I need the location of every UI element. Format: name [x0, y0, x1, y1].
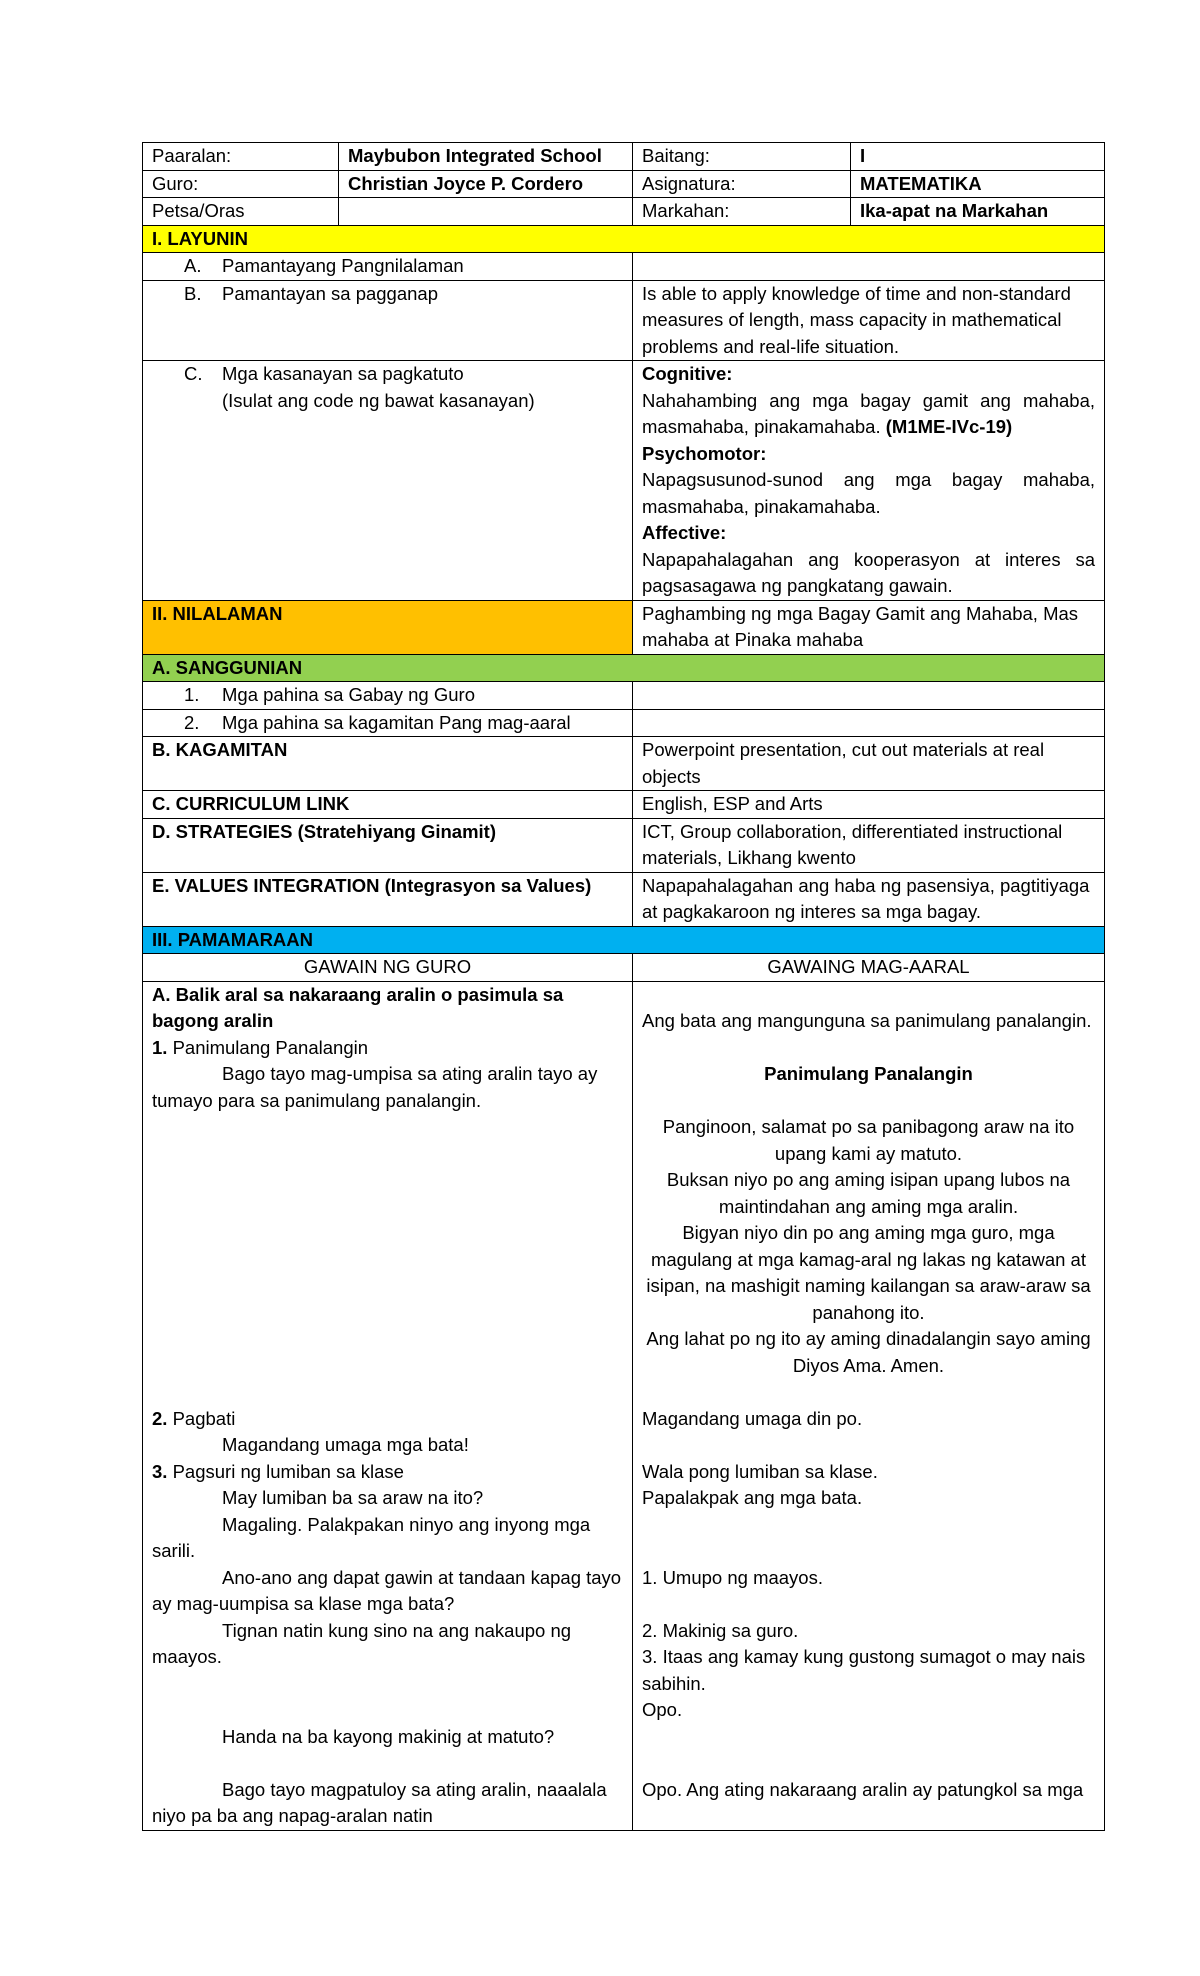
- pamamaraan-columns-row: [143, 954, 1105, 982]
- layunin-item-a: [152, 253, 623, 280]
- nilalaman-row: [143, 600, 1105, 654]
- affective-text: Napapahalagahan ang kooperasyon at interes sa pagsasagawa ng pangkatang gawain.: [642, 548, 1095, 596]
- layunin-row-b: [143, 280, 1105, 361]
- magaaral-greet: Magandang umaga din po.: [642, 1407, 863, 1429]
- lesson-plan-page: [142, 142, 1104, 1831]
- magaaral-line1: Ang bata ang mangunguna sa panimulang panalangin.: [642, 1010, 1092, 1031]
- pamamaraan-title: III. PAMAMARAAN: [143, 926, 1105, 954]
- sanggunian-2-value: [633, 709, 1105, 737]
- guro-p2-num: 2.: [152, 1407, 168, 1429]
- prayer-line-1: Panginoon, salamat po sa panibagong araw na ito upang kami ay matuto.: [662, 1116, 1075, 1164]
- layunin-a-label: Pamantayang Pangnilalaman: [222, 255, 464, 276]
- guro-p3-line1: May lumiban ba sa araw na ito?: [222, 1487, 484, 1508]
- kagamitan-label: B. KAGAMITAN: [143, 737, 633, 791]
- magaaral-absent: Wala pong lumiban sa klase.: [642, 1460, 878, 1482]
- col-gawain-magaaral: GAWAING MAG-AARAL: [633, 954, 1105, 982]
- layunin-row-c: [143, 361, 1105, 601]
- guro-label: Guro:: [143, 170, 339, 198]
- curriculum-value: English, ESP and Arts: [633, 791, 1105, 819]
- layunin-header-row: [143, 225, 1105, 253]
- header-row-petsa: [143, 198, 1105, 226]
- cognitive-label: Cognitive:: [642, 363, 733, 384]
- values-label: E. VALUES INTEGRATION (Integrasyon sa Values): [143, 872, 633, 926]
- prayer-line-2: Buksan niyo po ang aming isipan upang lubos na maintindahan ang aming mga aralin.: [666, 1169, 1071, 1217]
- magaaral-rule3: 3. Itaas ang kamay kung gustong sumagot o may nais sabihin.: [642, 1646, 1086, 1694]
- asignatura-label: Asignatura:: [633, 170, 851, 198]
- prayer-line-3: Bigyan niyo din po ang aming mga guro, mga magulang at mga kamag-aral ng lakas ng katawan at isipan, na mashigit naming kailangan sa araw-araw sa panahong ito.: [646, 1222, 1091, 1323]
- psychomotor-label: Psychomotor:: [642, 442, 767, 464]
- guro-p3-line6: Bago tayo magpatuloy sa ating aralin, naaalala niyo pa ba ang napag-aralan natin: [152, 1778, 607, 1826]
- baitang-label: Baitang:: [633, 143, 851, 171]
- guro-p3-line5: Handa na ba kayong makinig at matuto?: [222, 1725, 555, 1747]
- petsa-label: Petsa/Oras: [143, 198, 339, 226]
- layunin-c-value: [633, 361, 1105, 601]
- sanggunian-1-num: 1.: [184, 684, 200, 705]
- guro-p1-title: Panimulang Panalangin: [172, 1036, 369, 1058]
- guro-p1-num: 1.: [152, 1036, 168, 1058]
- kagamitan-value: Powerpoint presentation, cut out materials at real objects: [633, 737, 1105, 791]
- layunin-b-letter: B.: [184, 282, 202, 304]
- nilalaman-value: Paghambing ng mga Bagay Gamit ang Mahaba, Mas mahaba at Pinaka mahaba: [633, 600, 1105, 654]
- layunin-c-letter: C.: [184, 363, 203, 384]
- curriculum-label: C. CURRICULUM LINK: [143, 791, 633, 819]
- guro-p3-line3: Ano-ano ang dapat gawin at tandaan kapag tayo ay mag-uumpisa sa klase mga bata?: [152, 1566, 622, 1614]
- sanggunian-row-2: [143, 709, 1105, 737]
- layunin-b-label: Pamantayan sa pagganap: [222, 282, 439, 304]
- sanggunian-title: A. SANGGUNIAN: [143, 654, 1105, 682]
- header-row-guro: [143, 170, 1105, 198]
- markahan-value: Ika-apat na Markahan: [851, 198, 1105, 226]
- layunin-item-c: [152, 361, 623, 388]
- sanggunian-2-label: Mga pahina sa kagamitan Pang mag-aaral: [222, 711, 571, 733]
- guro-p3-num: 3.: [152, 1460, 168, 1482]
- layunin-c-label: Mga kasanayan sa pagkatuto: [222, 363, 464, 384]
- prayer-line-4: Ang lahat po ng ito ay aming dinadalangin sayo aming Diyos Ama. Amen.: [646, 1328, 1091, 1376]
- magaaral-column: [633, 981, 1105, 1830]
- sanggunian-1-value: [633, 682, 1105, 710]
- sanggunian-row-1: [143, 682, 1105, 710]
- paaralan-label: Paaralan:: [143, 143, 339, 171]
- guro-p1-text: Bago tayo mag-umpisa sa ating aralin tayo ay tumayo para sa panimulang panalangin.: [152, 1063, 598, 1111]
- psychomotor-text: Napagsusunod-sunod ang mga bagay mahaba, masmahaba, pinakamahaba.: [642, 469, 1095, 517]
- guro-value: Christian Joyce P. Cordero: [339, 170, 633, 198]
- cognitive-code: (M1ME-IVc-19): [885, 416, 1013, 437]
- lesson-plan-table: [142, 142, 1105, 1831]
- guro-column: [143, 981, 633, 1830]
- magaaral-clap: Papalakpak ang mga bata.: [642, 1487, 863, 1508]
- layunin-a-letter: A.: [184, 255, 202, 276]
- pamamaraan-body-row: [143, 981, 1105, 1830]
- petsa-value: [339, 198, 633, 226]
- sanggunian-item-2: [152, 710, 623, 737]
- strategies-label: D. STRATEGIES (Stratehiyang Ginamit): [143, 818, 633, 872]
- layunin-b-value: Is able to apply knowledge of time and non-standard measures of length, mass capacity in mathematical problems and real-life situation.: [633, 280, 1105, 361]
- guro-p2-title: Pagbati: [172, 1407, 236, 1429]
- strategies-value: ICT, Group collaboration, differentiated instructional materials, Likhang kwento: [633, 818, 1105, 872]
- markahan-label: Markahan:: [633, 198, 851, 226]
- sanggunian-header-row: [143, 654, 1105, 682]
- guro-p3-line4: Tignan natin kung sino na ang nakaupo ng maayos.: [152, 1619, 572, 1667]
- sanggunian-item-1: [152, 682, 623, 709]
- layunin-c-sublabel: (Isulat ang code ng bawat kasanayan): [222, 389, 535, 411]
- pamamaraan-header-row: [143, 926, 1105, 954]
- affective-label: Affective:: [642, 522, 727, 543]
- guro-heading: A. Balik aral sa nakaraang aralin o pasimula sa bagong aralin: [152, 983, 564, 1031]
- sanggunian-2-num: 2.: [184, 711, 200, 733]
- kagamitan-row: [143, 737, 1105, 791]
- asignatura-value: MATEMATIKA: [851, 170, 1105, 198]
- layunin-title: I. LAYUNIN: [143, 225, 1105, 253]
- col-gawain-guro: GAWAIN NG GURO: [143, 954, 633, 982]
- paaralan-value: Maybubon Integrated School: [339, 143, 633, 171]
- cognitive-text: Nahahambing ang mga bagay gamit ang mahaba, masmahaba, pinakamahaba.: [642, 389, 1095, 437]
- magaaral-opo: Opo.: [642, 1699, 683, 1720]
- nilalaman-title: II. NILALAMAN: [143, 600, 633, 654]
- layunin-row-a: [143, 253, 1105, 281]
- magaaral-rule1: 1. Umupo ng maayos.: [642, 1566, 823, 1588]
- layunin-a-value: [633, 253, 1105, 281]
- magaaral-rule2: 2. Makinig sa guro.: [642, 1619, 799, 1641]
- guro-p3-line2: Magaling. Palakpakan ninyo ang inyong mga sarili.: [152, 1513, 591, 1561]
- strategies-row: [143, 818, 1105, 872]
- guro-p3-title: Pagsuri ng lumiban sa klase: [172, 1460, 404, 1482]
- curriculum-row: [143, 791, 1105, 819]
- values-value: Napapahalagahan ang haba ng pasensiya, pagtitiyaga at pagkakaroon ng interes sa mga bagay.: [633, 872, 1105, 926]
- magaaral-last: Opo. Ang ating nakaraang aralin ay patungkol sa mga: [642, 1778, 1084, 1800]
- header-row-paaralan: [143, 143, 1105, 171]
- layunin-item-b: [152, 281, 623, 308]
- guro-p2-text: Magandang umaga mga bata!: [222, 1434, 469, 1455]
- baitang-value: I: [851, 143, 1105, 171]
- sanggunian-1-label: Mga pahina sa Gabay ng Guro: [222, 684, 475, 705]
- prayer-title: Panimulang Panalangin: [764, 1063, 973, 1084]
- values-row: [143, 872, 1105, 926]
